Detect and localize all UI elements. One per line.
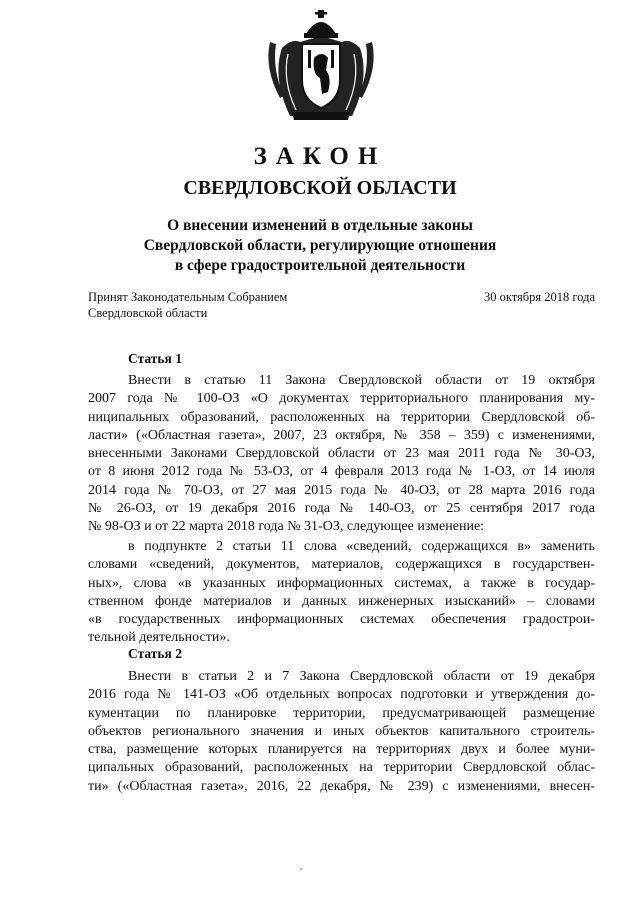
text-line: словами «сведений, документов, материалов, содержащихся в государствен- (88, 557, 595, 573)
text-line: № 98-ОЗ и от 22 марта 2018 года № 31-ОЗ, следующее изменение: (88, 519, 485, 535)
adoption-date: 30 октября 2018 года (483, 290, 595, 304)
text-line: ства, размещение которых планируется на территориях двух и более муни- (88, 742, 595, 758)
text-line: ниципальных образований, расположенных на территории Свердловской об- (88, 409, 595, 425)
article-1-title: Статья 1 (128, 351, 182, 366)
text-line: Внести в статью 11 Закона Свердловской области от 19 октября (128, 373, 595, 388)
text-line: ственном фонде материалов и данных инженерных изысканий» – словами (88, 593, 595, 609)
adopted-by-line: Свердловской области (88, 306, 208, 320)
text-line: объектов регионального значения и иных объектов капитального строитель- (88, 723, 595, 739)
article-2-title: Статья 2 (128, 646, 182, 661)
article-1-paragraph-1 (88, 372, 595, 537)
text-line: внесенными Законами Свердловской области от 23 мая 2011 года № 30-ОЗ, (88, 446, 595, 462)
adopted-by (88, 289, 287, 321)
law-heading-line: Свердловской области, регулирующие отношения (143, 237, 497, 254)
text-line: Внести в статьи 2 и 7 Закона Свердловской области от 19 декабря (128, 669, 595, 684)
text-line: 2007 года № 100-ОЗ «О документах территориального планирования му- (88, 391, 595, 407)
text-line: 2016 года № 141-ОЗ «Об отдельных вопросах подготовки и утверждения до- (88, 687, 595, 703)
adopted-by-line: Принят Законодательным Собранием (88, 290, 288, 304)
text-line: «в государственных информационных системах обеспечения градострои- (88, 612, 595, 628)
scan-speck (300, 868, 302, 870)
article-1-paragraph-2 (88, 538, 595, 648)
text-line: тельной деятельности». (88, 630, 230, 646)
text-line: ных», слова «в указанных информационных системах, а также в государ- (88, 575, 595, 591)
region-subtitle: СВЕРДЛОВСКОЙ ОБЛАСТИ (183, 177, 457, 199)
coat-of-arms-icon (262, 8, 380, 123)
law-heading (130, 216, 510, 276)
text-line: ласти» («Областная газета», 2007, 23 октября, № 358 – 359) с изменениями, (88, 427, 595, 443)
article-2-paragraph-1 (88, 668, 595, 796)
text-line: ти» («Областная газета», 2016, 22 декабря, № 239) с изменениями, внесен- (88, 778, 595, 794)
text-line: в подпункте 2 статьи 11 слова «сведений, содержащихся в» заменить (128, 539, 595, 554)
text-line: от 8 июня 2012 года № 53-ОЗ, от 4 февраля 2013 года № 1-ОЗ, от 14 июля (88, 464, 595, 480)
text-line: № 26-ОЗ, от 19 декабря 2016 года № 140-ОЗ, от 25 сентября 2017 года (88, 501, 595, 517)
text-line: ципальных образований, расположенных на территории Свердловской облас- (88, 760, 595, 776)
document-title: ЗАКОН (253, 143, 387, 170)
law-heading-line: О внесении изменений в отдельные законы (167, 217, 473, 234)
text-line: кументации по планировке территории, предусматривающей размещение (88, 705, 595, 721)
text-line: 2014 года № 70-ОЗ, от 27 мая 2015 года № 40-ОЗ, от 28 марта 2016 года (88, 482, 595, 498)
law-heading-line: в сфере градостроительной деятельности (174, 257, 466, 274)
